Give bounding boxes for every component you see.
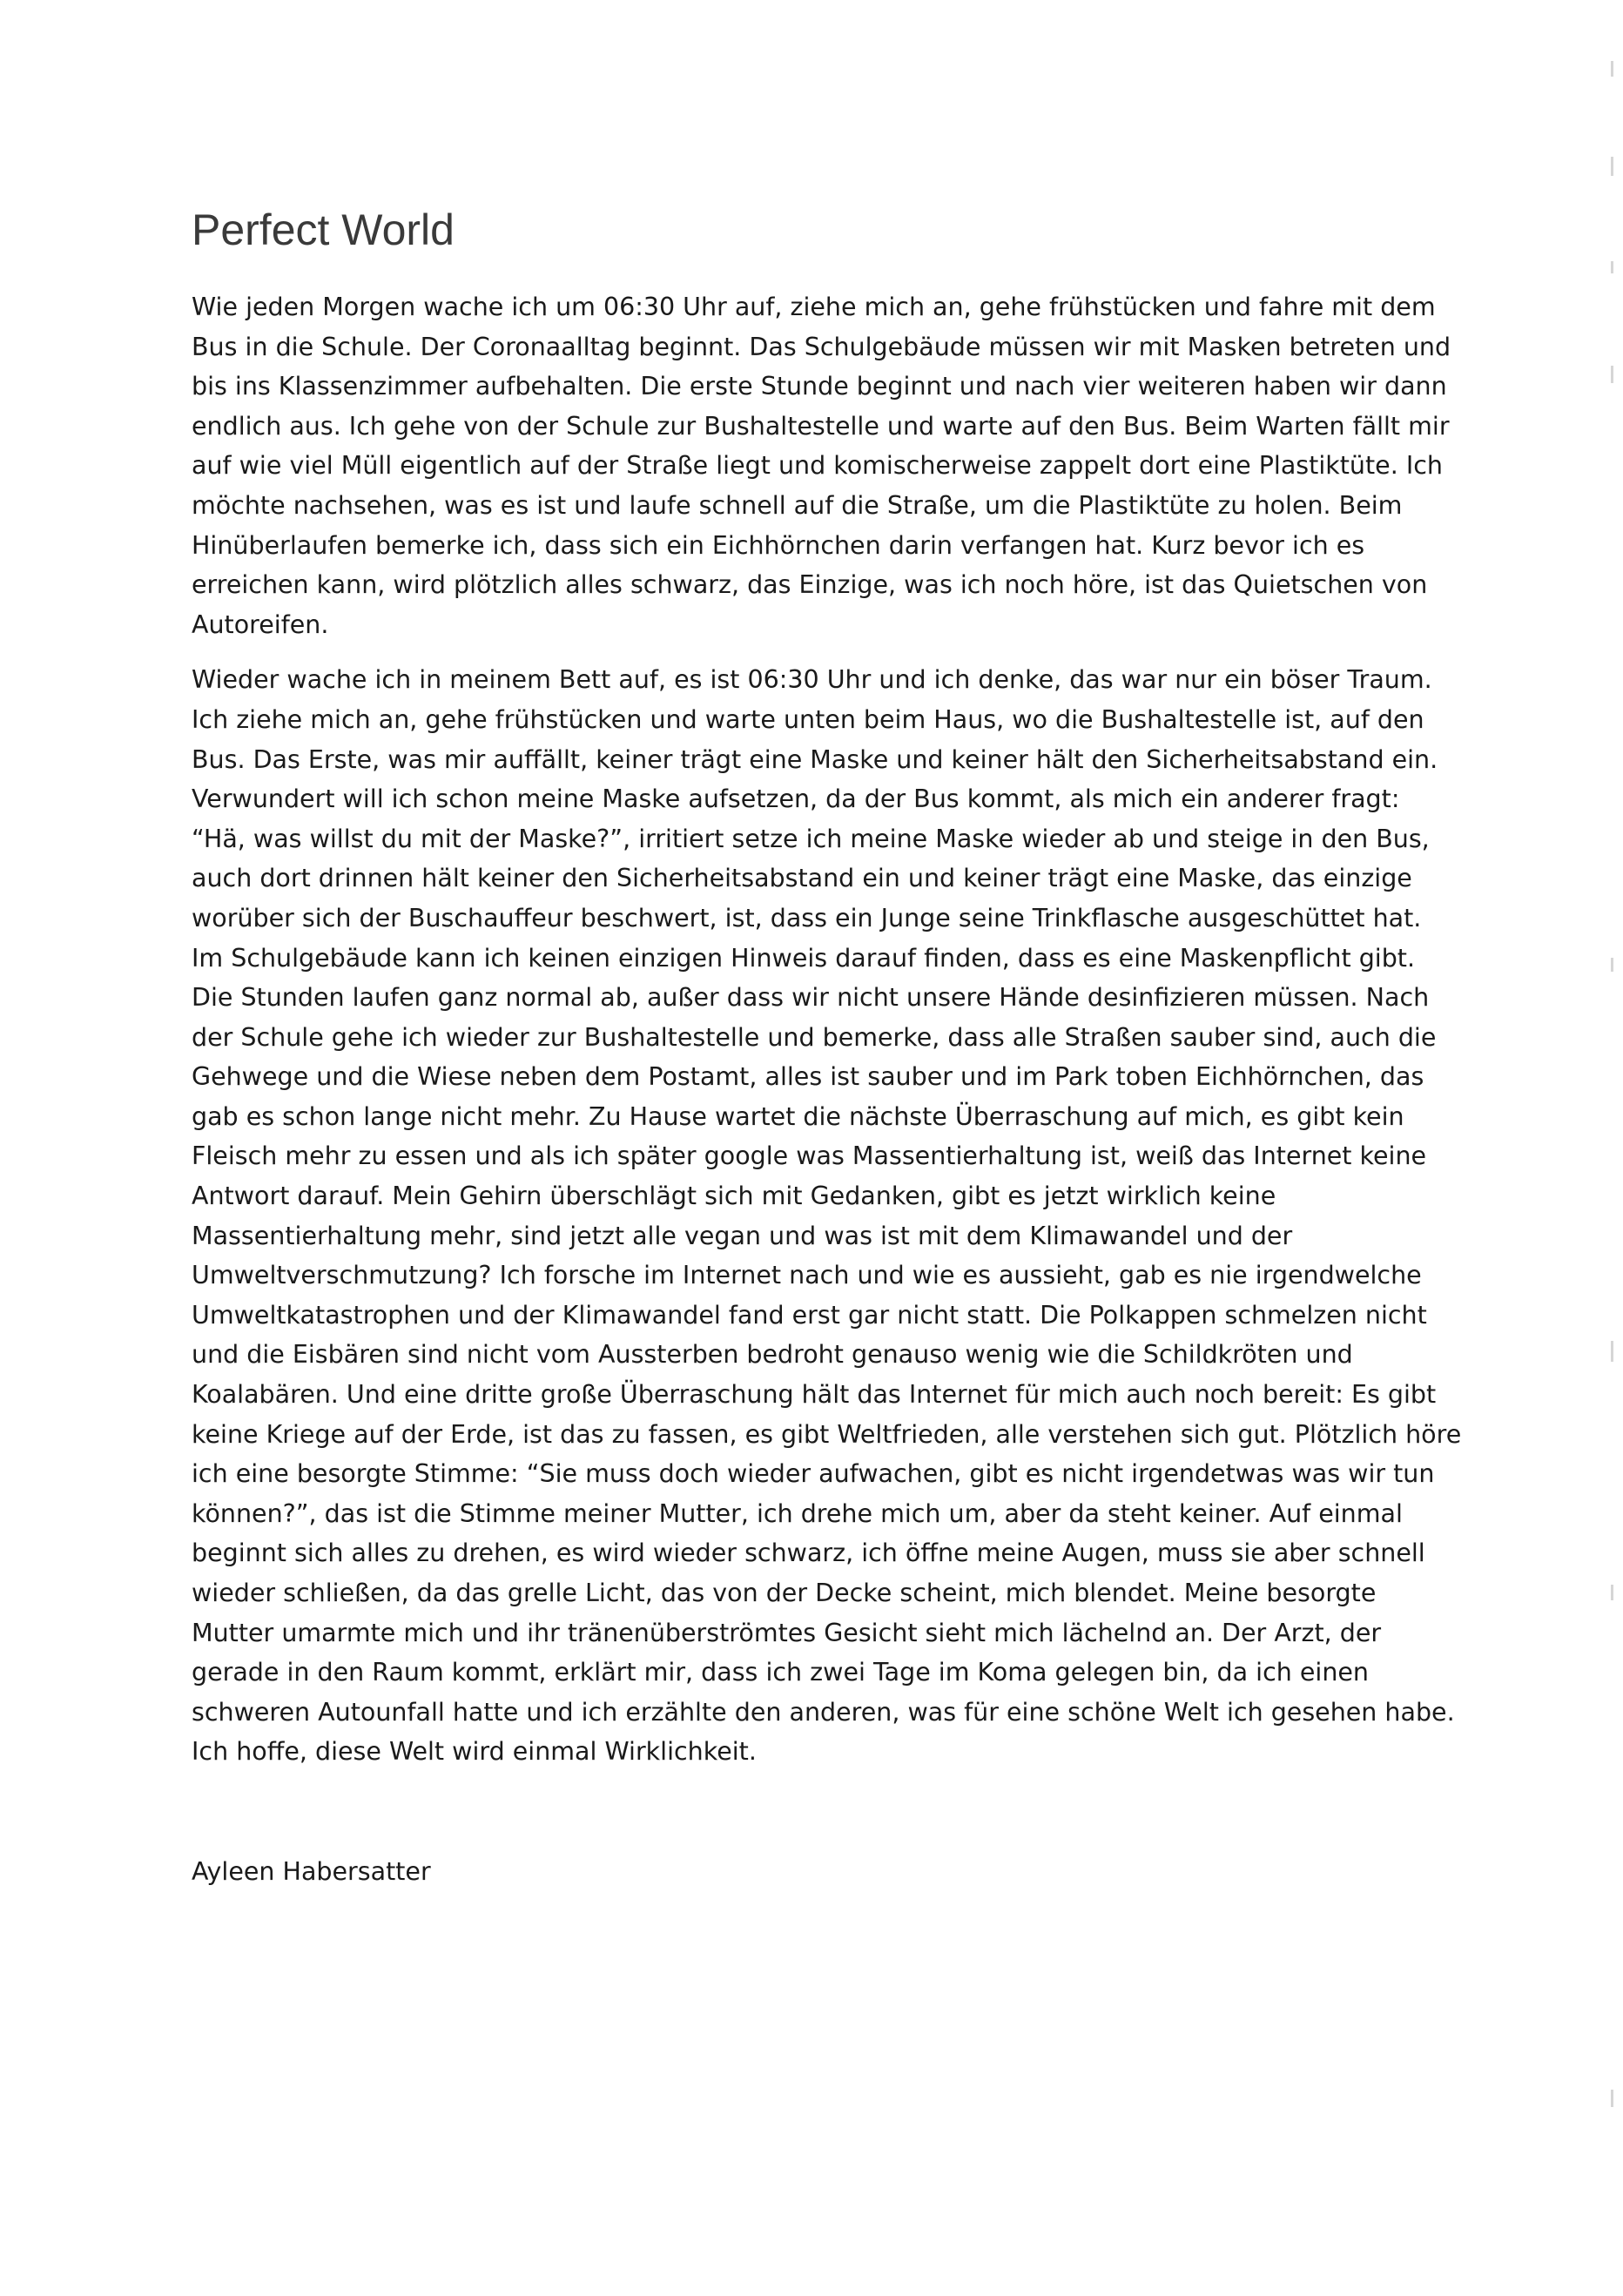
text-line: Bus. Das Erste, was mir auffällt, keiner trägt eine Maske und keiner hält den Sicherheitsabstand ein. xyxy=(192,744,1438,774)
document-title: Perfect World xyxy=(192,205,455,254)
text-line: Koalabären. Und eine dritte große Überraschung hält das Internet für mich auch noch bereit: Es gibt xyxy=(192,1380,1437,1410)
text-line: endlich aus. Ich gehe von der Schule zur Bushaltestelle und warte auf den Bus. Beim Warten fällt mir xyxy=(192,411,1450,441)
scan-artifact-mark xyxy=(1611,1341,1613,1362)
text-line: wieder schließen, da das grelle Licht, das von der Decke scheint, mich blendet. Meine besorgte xyxy=(192,1579,1377,1607)
text-line: auf wie viel Müll eigentlich auf der Straße liegt und komischerweise zappelt dort eine Plastiktüte. Ich xyxy=(192,451,1443,481)
author-name: Ayleen Habersatter xyxy=(192,1857,431,1886)
scan-artifact-mark xyxy=(1611,2090,1613,2107)
text-line: Fleisch mehr zu essen und als ich später google was Massentierhaltung ist, weiß das Internet keine xyxy=(192,1141,1427,1171)
text-line: Im Schulgebäude kann ich keinen einzigen Hinweis darauf finden, dass es eine Maskenpflicht gibt. xyxy=(192,943,1416,973)
document-body xyxy=(192,287,1463,1772)
text-line: Massentierhaltung mehr, sind jetzt alle vegan und was ist mit dem Klimawandel und der xyxy=(192,1221,1293,1250)
text-line: worüber sich der Buschauffeur beschwert, ist, dass ein Junge seine Trinkflasche ausgeschüttet hat. xyxy=(192,903,1422,933)
text-line: Umweltverschmutzung? Ich forsche im Internet nach und wie es aussieht, gab es nie irgendwelche xyxy=(192,1261,1422,1290)
text-line: schweren Autounfall hatte und ich erzählte den anderen, was für eine schöne Welt ich gesehen habe. xyxy=(192,1697,1455,1727)
text-line: Umweltkatastrophen und der Klimawandel fand erst gar nicht statt. Die Polkappen schmelzen nicht xyxy=(192,1300,1427,1330)
text-line: Hinüberlaufen bemerke ich, dass sich ein Eichhörnchen darin verfangen hat. Kurz bevor ich es xyxy=(192,530,1365,560)
text-line: Autoreifen. xyxy=(192,609,329,639)
scan-artifact-mark xyxy=(1611,261,1613,273)
text-line: Antwort darauf. Mein Gehirn überschlägt sich mit Gedanken, gibt es jetzt wirklich keine xyxy=(192,1182,1276,1211)
scan-artifact-mark xyxy=(1611,61,1613,77)
scan-edge-artifacts xyxy=(1611,0,1616,2296)
text-line: Mutter umarmte mich und ihr tränenüberströmtes Gesicht sieht mich lächelnd an. Der Arzt, der xyxy=(192,1618,1382,1647)
text-line: Ich hoffe, diese Welt wird einmal Wirklichkeit. xyxy=(192,1737,757,1767)
text-line: keine Kriege auf der Erde, ist das zu fassen, es gibt Weltfrieden, alle verstehen sich gut. Plötzlich höre xyxy=(192,1419,1462,1449)
text-line: gerade in den Raum kommt, erklärt mir, dass ich zwei Tage im Koma gelegen bin, da ich einen xyxy=(192,1658,1369,1687)
text-line: Verwundert will ich schon meine Maske aufsetzen, da der Bus kommt, als mich ein anderer fragt: xyxy=(192,784,1400,814)
text-line: auch dort drinnen hält keiner den Sicherheitsabstand ein und keiner trägt eine Maske, das einzige xyxy=(192,864,1412,893)
scan-artifact-mark xyxy=(1611,157,1613,176)
text-line: der Schule gehe ich wieder zur Bushaltestelle und bemerke, dass alle Straßen sauber sind, auch die xyxy=(192,1022,1437,1052)
text-line: gab es schon lange nicht mehr. Zu Hause wartet die nächste Überraschung auf mich, es gibt kein xyxy=(192,1101,1404,1131)
scan-artifact-mark xyxy=(1611,366,1613,383)
text-line: “Hä, was willst du mit der Maske?”, irritiert setze ich meine Maske wieder ab und steige in den Bus, xyxy=(192,824,1430,853)
text-line: Die Stunden laufen ganz normal ab, außer dass wir nicht unsere Hände desinfizieren müssen. Nach xyxy=(192,983,1430,1013)
paragraph-1 xyxy=(192,287,1463,644)
text-line: bis ins Klassenzimmer aufbehalten. Die erste Stunde beginnt und nach vier weiteren haben wir dann xyxy=(192,372,1447,401)
text-line: Wie jeden Morgen wache ich um 06:30 Uhr auf, ziehe mich an, gehe frühstücken und fahre mit dem xyxy=(192,293,1436,321)
paragraph-2 xyxy=(192,660,1463,1772)
text-line: möchte nachsehen, was es ist und laufe schnell auf die Straße, um die Plastiktüte zu holen. Beim xyxy=(192,490,1403,520)
text-line: können?”, das ist die Stimme meiner Mutter, ich drehe mich um, aber da steht keiner. Auf einmal xyxy=(192,1498,1403,1528)
text-line: und die Eisbären sind nicht vom Aussterben bedroht genauso wenig wie die Schildkröten und xyxy=(192,1340,1353,1370)
text-line: Ich ziehe mich an, gehe frühstücken und warte unten beim Haus, wo die Bushaltestelle ist, auf den xyxy=(192,704,1424,734)
text-line: Gehwege und die Wiese neben dem Postamt, alles ist sauber und im Park toben Eichhörnchen, das xyxy=(192,1062,1424,1092)
text-line: erreichen kann, wird plötzlich alles schwarz, das Einzige, was ich noch höre, ist das Quietschen von xyxy=(192,570,1428,600)
scan-artifact-mark xyxy=(1611,1585,1613,1600)
text-line: ich eine besorgte Stimme: “Sie muss doch wieder aufwachen, gibt es nicht irgendetwas was wir tun xyxy=(192,1459,1435,1489)
scan-artifact-mark xyxy=(1611,958,1613,972)
text-line: beginnt sich alles zu drehen, es wird wieder schwarz, ich öffne meine Augen, muss sie aber schnell xyxy=(192,1539,1425,1568)
text-line: Wieder wache ich in meinem Bett auf, es ist 06:30 Uhr und ich denke, das war nur ein böser Traum. xyxy=(192,665,1432,695)
text-line: Bus in die Schule. Der Coronaalltag beginnt. Das Schulgebäude müssen wir mit Masken betreten und xyxy=(192,332,1451,361)
